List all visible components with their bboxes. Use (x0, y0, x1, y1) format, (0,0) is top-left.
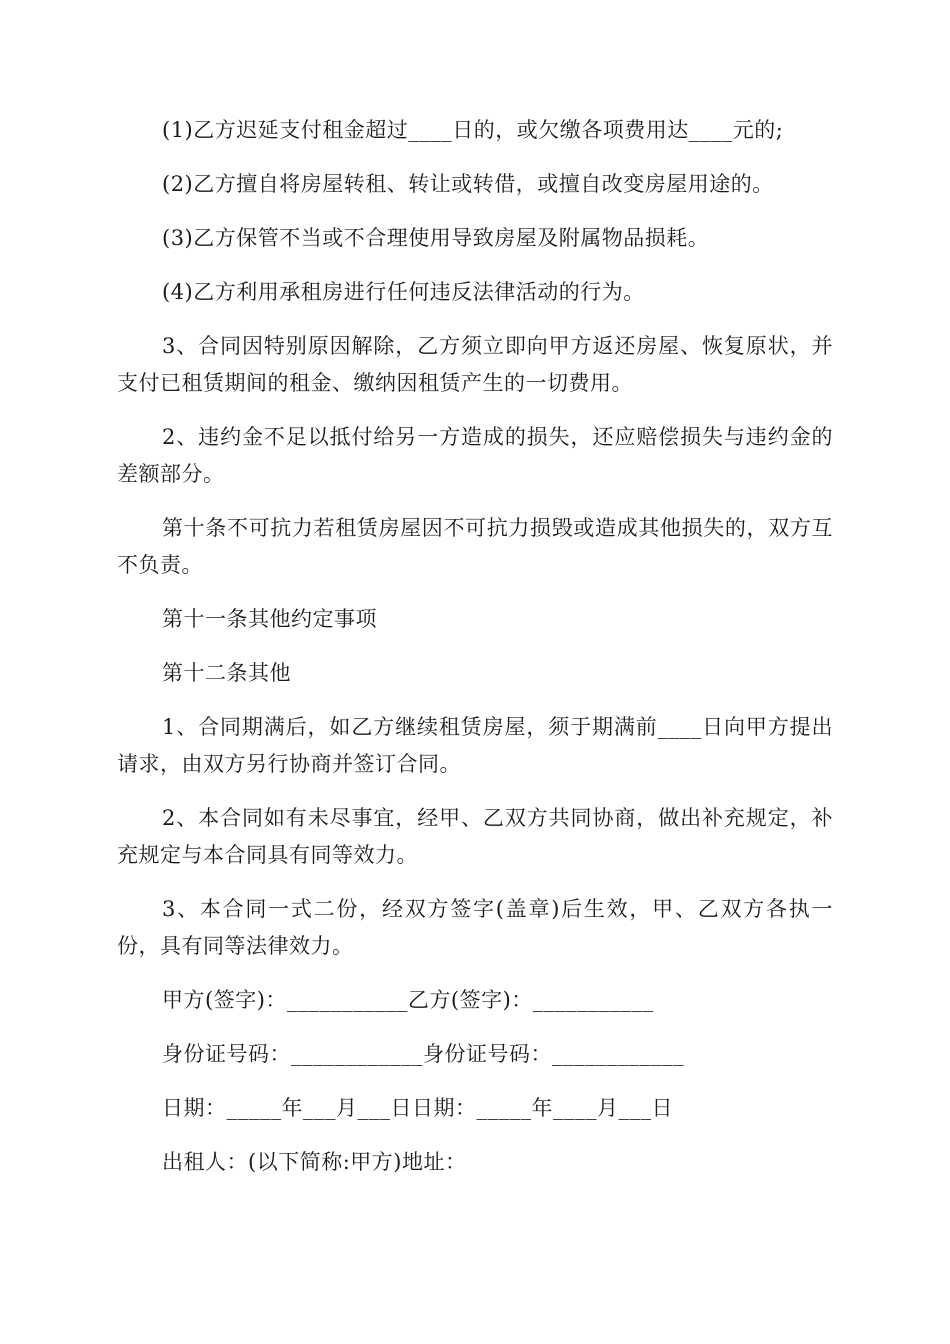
article-11-heading: 第十一条其他约定事项 (162, 607, 377, 631)
date-line: 日期：_____年___月___日日期：_____年____月___日 (162, 1096, 673, 1120)
clause-item-2: (2)乙方擅自将房屋转租、转让或转借，或擅自改变房屋用途的。 (162, 172, 774, 196)
article-12-item-2: 2、本合同如有未尽事宜，经甲、乙双方共同协商，做出补充规定，补充规定与本合同具有同等效力。 (117, 806, 833, 867)
document-page (117, 112, 833, 1198)
clause-penalty: 2、违约金不足以抵付给另一方造成的损失，还应赔偿损失与违约金的差额部分。 (117, 425, 833, 486)
clause-termination: 3、合同因特别原因解除，乙方须立即向甲方返还房屋、恢复原状，并支付已租赁期间的租金、缴纳因租赁产生的一切费用。 (117, 334, 833, 395)
id-number-line: 身份证号码：____________身份证号码：____________ (162, 1042, 684, 1066)
article-12-heading: 第十二条其他 (162, 661, 291, 685)
clause-item-3: (3)乙方保管不当或不合理使用导致房屋及附属物品损耗。 (162, 226, 710, 250)
article-12-item-3: 3、本合同一式二份，经双方签字(盖章)后生效，甲、乙双方各执一份，具有同等法律效力。 (117, 897, 833, 958)
signature-line: 甲方(签字)：___________乙方(签字)：___________ (162, 988, 654, 1012)
article-12-item-1: 1、合同期满后，如乙方继续租赁房屋，须于期满前____日向甲方提出请求，由双方另行协商并签订合同。 (117, 715, 833, 776)
clause-item-1: (1)乙方迟延支付租金超过____日的，或欠缴各项费用达____元的; (162, 118, 784, 142)
lessor-address-line: 出租人：(以下简称:甲方)地址： (162, 1150, 467, 1174)
clause-item-4: (4)乙方利用承租房进行任何违反法律活动的行为。 (162, 280, 645, 304)
article-10: 第十条不可抗力若租赁房屋因不可抗力损毁或造成其他损失的，双方互不负责。 (117, 516, 833, 577)
